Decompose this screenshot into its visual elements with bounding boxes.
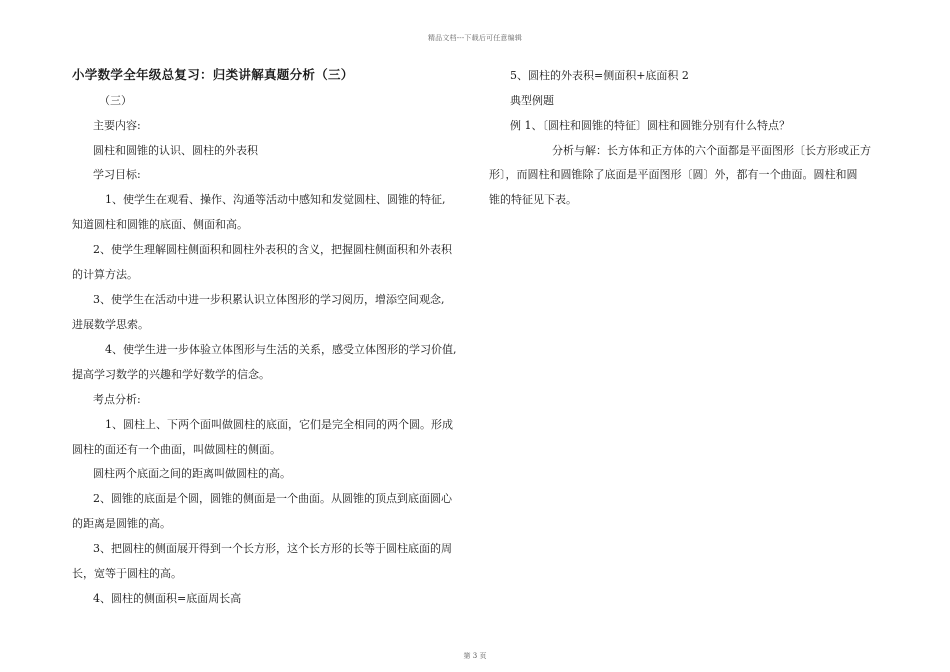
paragraph-line: 形〕，而圆柱和圆锥除了底面是平面图形〔圆〕外，都有一个曲面。圆柱和圆 <box>489 168 858 181</box>
main-content-text: 圆柱和圆锥的认识、圆柱的外表积 <box>93 144 258 157</box>
paragraph-line: 锥的特征见下表。 <box>489 193 577 206</box>
document-title: 小学数学全年级总复习：归类讲解真题分析（三） <box>72 67 354 82</box>
paragraph-line: 分析与解：长方体和正方体的六个面都是平面图形〔长方形或正方 <box>552 144 871 157</box>
paragraph-line: 圆柱两个底面之间的距离叫做圆柱的高。 <box>93 467 291 480</box>
paragraph-line: 3、使学生在活动中进一步积累认识立体图形的学习阅历，增添空间观念, <box>93 293 445 306</box>
paragraph-line: 4、使学生进一步体验立体图形与生活的关系，感受立体图形的学习价值, <box>105 343 457 356</box>
paragraph-line: 1、圆柱上、下两个面叫做圆柱的底面，它们是完全相同的两个圆。形成 <box>105 418 453 431</box>
paragraph-line: 4、圆柱的侧面积=底面周长高 <box>93 592 242 605</box>
paragraph-line: 圆柱的面还有一个曲面，叫做圆柱的侧面。 <box>72 443 281 456</box>
formula-line: 5、圆柱的外表积=侧面积+底面积 2 <box>510 69 689 82</box>
paragraph-line: 3、把圆柱的侧面展开得到一个长方形，这个长方形的长等于圆柱底面的周 <box>93 542 452 555</box>
paragraph-line: 提高学习数学的兴趣和学好数学的信念。 <box>72 368 270 381</box>
paragraph-line: 的距离是圆锥的高。 <box>72 517 171 530</box>
paragraph-line: 1、使学生在观看、操作、沟通等活动中感知和发觉圆柱、圆锥的特征, <box>105 193 446 206</box>
exam-points-heading: 考点分析: <box>93 393 141 406</box>
paragraph-line: 2、使学生理解圆柱侧面积和圆柱外表积的含义，把握圆柱侧面积和外表积 <box>93 243 452 256</box>
paragraph-line: 2、圆锥的底面是个圆，圆锥的侧面是一个曲面。从圆锥的顶点到底面圆心 <box>93 492 452 505</box>
example-question: 例 1、〔圆柱和圆锥的特征〕圆柱和圆锥分别有什么特点？ <box>510 119 790 132</box>
paragraph-line: 长，宽等于圆柱的高。 <box>72 567 182 580</box>
main-content-heading: 主要内容: <box>93 119 141 132</box>
paragraph-line: 的计算方法。 <box>72 268 138 281</box>
paragraph-line: 进展数学思索。 <box>72 318 149 331</box>
page-header: 精品文档---下载后可任意编辑 <box>427 34 523 42</box>
section-label: （三） <box>99 94 132 107</box>
paragraph-line: 知道圆柱和圆锥的底面、侧面和高。 <box>72 218 248 231</box>
learning-goals-heading: 学习目标: <box>93 168 141 181</box>
page-number: 第 3 页 <box>463 652 487 660</box>
typical-examples-heading: 典型例题 <box>510 94 554 107</box>
